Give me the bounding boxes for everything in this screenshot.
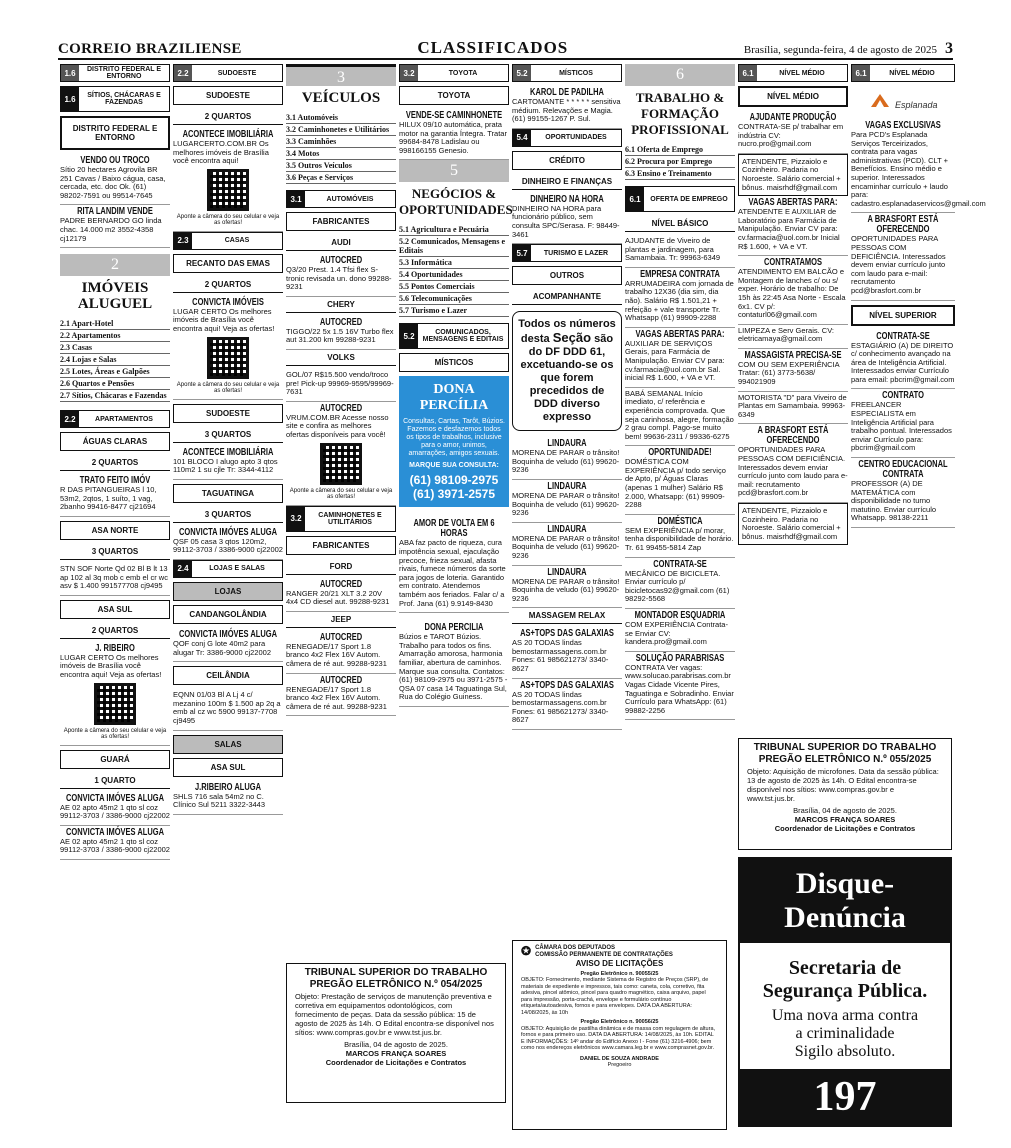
classified-ad: ACONTECE IMOBILIÁRIA LUGARCERTO.COM.BR Os melhores imóveis de Brasília você encontra aqui! Aponte a câmera do seu celular e veja as ofertas! — [173, 128, 283, 232]
classified-ad: ATENDENTE, Pizzaiolo e Cozinheiro. Padaria no Noroeste. Salário comercial + bônus. maisrhdf@gmail.com — [738, 503, 848, 545]
classified-ad: DOMÉSTICA SEM EXPERIÊNCIA p/ morar, tenha disponibilidade de horário. Tr. 61 99455-5814 Zap — [625, 515, 735, 558]
region-box: CANDANGOLÂNDIA — [173, 605, 283, 624]
region-box: SALAS — [173, 735, 283, 754]
category-header: 6.1 NÍVEL MÉDIO — [851, 64, 955, 82]
classified-ad: A BRASFORT ESTÁ OFERECENDO OPORTUNIDADES PARA PESSOAS COM DEFICIÊNCIA. Interessados devem enviar currículo junto com laudo para e-mail: recrutamento pcd@brasfort.com.br — [851, 213, 955, 300]
classified-ad: VAGAS EXCLUSIVAS Para PCD's Esplanada Serviços Terceirizados, contrata para vagas administrativas (PCD). CLT + Benefícios. Ensino médio e superior. Interessados encaminhar currículo + laudo para: cadastro.esplanadaservicos@gmail.com — [851, 119, 955, 213]
qr-code[interactable] — [320, 443, 362, 485]
classified-ad: EQNN 01/03 Bl A Lj 4 c/ mezanino 100m $ 1.500 ap 2q a emb al cz wc 5900 99137-7708 cj9495 — [173, 689, 283, 730]
classified-ad: VAGAS ABERTAS PARA: AUXILIAR DE SERVIÇOS Gerais, para Farmácia de Manipulação. Enviar CV para: cv.farmacia@uol.com.br Sal. inicial R$ 1.600, + VA e VT. — [625, 328, 735, 388]
camara-notice: ✪ CÂMARA DOS DEPUTADOS COMISSÃO PERMANENTE DE CONTRATAÇÕES AVISO DE LICITAÇÕES Pregão Eletrônico n. 90055/25 OBJETO: Fornecimento, mediante Sistema de Registro de Preços (SRP), de materiais de expediente e impressos, tais como: caneta, cola, corretivo, fita adesiva, pincel atômico, pincel para quadro magnético, caixa arquivo, papel para impressão, porta-crachá, envelope e formulário contínuo etiqueta/autoadesiva, fornos e para envelopes. DATA DA ABERTURA: 14/08/2025, às 10h Pregão Eletrônico n. 90056/25 OBJETO: Aquisição de pastilha dinâmica e de massa com regulagem de altura, fornos e para primeiro uso. DATA DA ABERTURA: 14/08/2025, às 10h. EDITAL E INFORMAÇÕES: 14º andar do Edifício Anexo I - Fone (61) 3216-4906; bem como nos endereços eletrônicos www.camara.leg.br e www.comprasnet.gov.br. DANIEL DE SOUZA ANDRADE Pregoeiro — [512, 940, 727, 1130]
section-index: 3.1 Automóveis 3.2 Caminhonetes e Utilitários 3.3 Caminhões 3.4 Motos 3.5 Outros Veículos 3.6 Peças e Serviços — [286, 112, 396, 184]
classified-ad: AUTOCRED TIGGO/22 5x 1.5 16V Turbo flex aut 31.200 km 99288-9231 — [286, 316, 396, 350]
classified-ad: EMPRESA CONTRATA ARRUMADEIRA com jornada de trabalho 12X36 (dia sim, dia não). Salário R$ 1.501,21 + refeição + vale transporte Tr. Whatsapp (61) 99909-2288 — [625, 268, 735, 328]
region-box: LOJAS — [173, 582, 283, 601]
classified-ad: CONVICTA IMÓVES ALUGA QSF 05 casa 3 qtos 120m2, 99112-3703 / 3386-9000 cj22002 — [173, 526, 283, 560]
room-count: 3 QUARTOS — [173, 507, 283, 523]
region-box: MÍSTICOS — [399, 353, 509, 372]
classified-ad: VAGAS ABERTAS PARA: ATENDENTE E AUXILIAR de Laboratório para Farmácia de Manipulação. Enviar CV para: cv.farmacia@uol.com.br Inicial R$ 1.600, + VA e VT. — [738, 196, 848, 256]
section-heading: VEÍCULOS — [301, 90, 381, 106]
qr-code[interactable] — [207, 337, 249, 379]
classified-ad: LINDAURA MORENA DE PARAR o trânsito! Boquinha de veludo (61) 99620-9236 — [512, 523, 622, 566]
classified-ad: J.RIBEIRO ALUGA SHLS 716 sala 54m2 no C. Clínico Sul 5211 3322-3443 — [173, 781, 283, 815]
category-header: 1.6 SÍTIOS, CHÁCARAS E FAZENDAS — [60, 86, 170, 112]
category-header: 2.2 SUDOESTE — [173, 64, 283, 82]
classified-ad: CONTRATO FREELANCER ESPECIALISTA em Inteligência Artificial para trabalho pontual. Interessados enviar Currículo para: pbcrim@gmail.com — [851, 389, 955, 458]
region-box: GUARÁ — [60, 750, 170, 769]
qr-code[interactable] — [94, 683, 136, 725]
classified-ad: VENDE-SE CAMINHONETE HILUX 09/10 automática, prata motor na garantia Íntegra. Tratar 99684-8478 Ladislau ou 998166155 Genesio. — [399, 109, 509, 160]
brand-label: VOLKS — [286, 350, 396, 366]
region-box: SUDOESTE — [173, 86, 283, 105]
brand-label: AUDI — [286, 235, 396, 251]
category-header: 2.3 CASAS — [173, 232, 283, 250]
classified-ad: J. RIBEIRO LUGAR CERTO Os melhores imóveis de Brasília você encontra aqui! Veja as ofertas! Aponte a câmera do seu celular e veja as ofertas! — [60, 642, 170, 746]
classified-ad: MOTORISTA "D" para Viveiro de Plantas em Samambaia. 99963-6349 — [738, 392, 848, 425]
room-count: 1 QUARTO — [60, 773, 170, 789]
classified-ad: AUTOCRED RANGER 20/21 XLT 3.2 20V 4x4 CD diesel aut. 99288-9231 — [286, 578, 396, 612]
region-box: SUDOESTE — [173, 404, 283, 423]
brand-label: CHERY — [286, 297, 396, 313]
classified-ad: AJUDANTE de Viveiro de plantas e jardinagem, para Samambaia. Tr: 99963-6349 — [625, 235, 735, 268]
column-7 — [738, 64, 848, 734]
category-header: 5.7 TURISMO E LAZER — [512, 244, 622, 262]
psychic-ad: DONA PERCÍLIA Consultas, Cartas, Tarôt, Búzios. Fazemos e desfazemos todos os tipos de trabalhos, inclusive para o amor, unimos, amarrações, amigos sexuais. MARQUE SUA CONSULTA: (61) 98109-2975 (61) 3971-2575 — [399, 376, 509, 507]
section-index: 6.1 Oferta de Emprego 6.2 Procura por Emprego 6.3 Ensino e Treinamento — [625, 144, 735, 180]
classified-ad: BABÁ SEMANAL Início imediato, c/ referência e experiência comprovada. Que seja carinhosa, alegre, formação 2 grau compl. Pago-se muito bem! 99636-2311 / 99336-6275 — [625, 388, 735, 447]
page-number: 3 — [944, 40, 953, 57]
level-box: NÍVEL SUPERIOR — [851, 305, 955, 326]
section-heading: TRABALHO & FORMAÇÃO PROFISSIONAL — [631, 90, 729, 137]
column-1 — [60, 64, 170, 1134]
category-header: 2.4 LOJAS E SALAS — [173, 560, 283, 578]
room-count: 3 QUARTOS — [173, 427, 283, 443]
classified-ad: CONTRATA-SE ESTAGIÁRIO (A) DE DIREITO c/ conhecimento avançado na área de Inteligência Artificial. Interessados enviar Currículo para email: pbcrim@gmail.com — [851, 330, 955, 390]
classified-ad: GOL/07 R$15.500 vendo/troco pre! Pick-up 99969-9595/99969-7631 — [286, 369, 396, 402]
paper-name: CORREIO BRAZILIENSE — [58, 41, 242, 57]
classified-ad: CONVICTA IMÓVES ALUGA QOF conj G lote 40m2 para alugar Tr: 3386-9000 cj22002 — [173, 628, 283, 662]
classified-ad: DONA PERCILIA Búzios e TAROT Búzios. Trabalho para todos os fins. Amarração amorosa, harmonia familiar, abertura de caminhos. Marque sua consulta. Contatos: (61) 98109-2975 ou 3971-2575 - QSA 07 casa 14 Taguatinga Sul, Rua do Colégio Guiness. — [399, 621, 509, 707]
classified-ad: AS+TOPS DAS GALAXIAS AS 20 TODAS lindas bemostarmassagens.com.br Fones: 61 985621273/ 3340-8627 — [512, 627, 622, 678]
category-header: 3.2 CAMINHONETES E UTILITÁRIOS — [286, 506, 396, 532]
classified-ad: OPORTUNIDADE! DOMÉSTICA COM EXPERIÊNCIA p/ todo serviço de Apto, p/ Águas Claras (apenas 1 mulher) Salário R$ 2.000, Whatsapp: (61) 99909-2288 — [625, 446, 735, 515]
classified-ad: AJUDANTE PRODUÇÃO CONTRATA-SE p/ trabalhar em indústria CV: nucro.pro@gmail.com — [738, 111, 848, 154]
category-header: 2.2 APARTAMENTOS — [60, 410, 170, 428]
classified-ad: STN SOF Norte Qd 02 Bl B lt 13 ap 102 al 3q mob c emb el cr wc asv $ 1.400 991577708 cj9495 — [60, 563, 170, 596]
classified-ad: LINDAURA MORENA DE PARAR o trânsito! Boquinha de veludo (61) 99620-9236 — [512, 566, 622, 609]
classified-ad: MONTADOR ESQUADRIA COM EXPERIÊNCIA Contrata-se Enviar CV: kandera.pro@gmail.com — [625, 609, 735, 652]
category-header: 5.4 OPORTUNIDADES — [512, 129, 622, 147]
region-box: ÁGUAS CLARAS — [60, 432, 170, 451]
classified-ad: DINHEIRO NA HORA DINHEIRO NA HORA para funcionário público, sem consulta SPC/Serasa. F: 98449-3461 — [512, 193, 622, 244]
classified-ad: CONTRATA-SE MECÂNICO DE BICICLETA. Enviar currículo p/ bicicletocas92@gmail.com (61) 98292-5568 — [625, 558, 735, 609]
column-8 — [851, 64, 986, 734]
category-header: 5.2 COMUNICADOS, MENSAGENS E EDITAIS — [399, 323, 509, 349]
category-header: 3.1 AUTOMÓVEIS — [286, 190, 396, 208]
classified-ad: AUTOCRED VRUM.COM.BR Acesse nosso site e confira as melhores ofertas disponíveis para você! Aponte a câmera do seu celular e veja as ofertas! — [286, 402, 396, 506]
section-heading: IMÓVEIS ALUGUEL — [77, 280, 153, 313]
classified-ad: ACONTECE IMOBILIÁRIA 101 BLOCO I alugo apto 3 qtos 110m2 1 su cjle Tr: 3344-4112 — [173, 446, 283, 480]
classified-ad: ATENDENTE, Pizzaiolo e Cozinheiro. Padaria no Noroeste. Salário comercial + bônus. maisrhdf@gmail.com — [738, 154, 848, 196]
room-count: 3 QUARTOS — [60, 544, 170, 560]
section-number: 5 — [399, 160, 509, 182]
section-heading: NEGÓCIOS & OPORTUNIDADES — [399, 186, 513, 218]
region-box: DISTRITO FEDERAL E ENTORNO — [60, 116, 170, 150]
category-header: 1.6 DISTRITO FEDERAL E ENTORNO — [60, 64, 170, 82]
ddd-notice: Todos os números desta Seção são do DF DDD 61, excetuando-se os que forem precedidos de DDD diverso expresso — [512, 311, 622, 431]
region-box: CEILÂNDIA — [173, 666, 283, 685]
classified-ad: AMOR DE VOLTA EM 6 HORAS ABA faz pacto de riqueza, cura impotência sexual, ejaculação precoce, frieza sexual, afasta rivais, fumece números da sorte para jogos de loteria. Garantido em contrato. Atendemos também aos feriados. Falar c/ a Prof. Jana (61) 9.9149-8430 — [399, 517, 509, 613]
tst-notice-055: TRIBUNAL SUPERIOR DO TRABALHO PREGÃO ELETRÔNICO N.º 055/2025 Objeto: Aquisição de microfones. Data da sessão pública: 13 de agosto de 2025 às 14h. O Edital encontra-se disponível nos sítios: www.compras.gov.br e www.tst.jus.br. Brasília, 04 de agosto de 2025. MARCOS FRANÇA SOARES Coordenador de Licitações e Contratos — [738, 738, 952, 850]
section-index: 2.1 Apart-Hotel 2.2 Apartamentos 2.3 Casas 2.4 Lojas e Salas 2.5 Lotes, Áreas e Galpões 2.6 Quartos e Pensões 2.7 Sítios, Chácaras e Fazendas — [60, 318, 170, 402]
qr-code[interactable] — [207, 169, 249, 211]
section-number: 6 — [625, 64, 735, 86]
category-label: DINHEIRO E FINANÇAS — [512, 174, 622, 190]
region-box: FABRICANTES — [286, 536, 396, 555]
column-2 — [173, 64, 283, 1134]
category-header: 3.2 TOYOTA — [399, 64, 509, 82]
esplanada-logo: Esplanada — [851, 92, 955, 113]
brand-label: JEEP — [286, 612, 396, 628]
level-box: NÍVEL MÉDIO — [738, 86, 848, 107]
brand-label: FORD — [286, 559, 396, 575]
coat-of-arms-icon: ✪ — [521, 944, 532, 959]
level-label: NÍVEL BÁSICO — [625, 216, 735, 232]
classified-ad: SOLUÇÃO PARABRISAS CONTRATA Ver vagas: www.solucao.parabrisas.com.br Vagas Cidade Vicente Pires, Taguatinga e Sobradinho. Enviar Currículo para WhatsApp: (61) 99882-2256 — [625, 652, 735, 721]
classified-ad: MASSAGISTA PRECISA-SE COM OU SEM EXPERIÊNCIA Tratar: (61) 3773-5638/ 994021909 — [738, 349, 848, 392]
classified-ad: LINDAURA MORENA DE PARAR o trânsito! Boquinha de veludo (61) 99620-9236 — [512, 437, 622, 480]
page-date: Brasília, segunda-feira, 4 de agosto de 2025 — [743, 44, 937, 56]
region-box: CRÉDITO — [512, 151, 622, 170]
classified-ad: LIMPEZA e Serv Gerais. CV: eletricamaya@gmail.com — [738, 325, 848, 349]
classified-ad: TRATO FEITO IMÓV R DAS PITANGUEIRAS l 10, 53m2, 2qtos, 1 suíto, 1 vag, 2banho 99416-8477 cj21694 — [60, 474, 170, 517]
page-header — [58, 38, 953, 60]
section-number: 2 — [60, 254, 170, 276]
section-number: 3 — [286, 64, 396, 86]
disque-denuncia-ad: Disque-Denúncia Secretaria de Segurança Pública. Uma nova arma contra a criminalidade Sigilo absoluto. 197 — [738, 857, 952, 1127]
classified-ad: AUTOCRED Q3/20 Prest. 1.4 Tfsi flex S-tronic revisada un. dono 99288-9231 — [286, 254, 396, 297]
classified-ad: LINDAURA MORENA DE PARAR o trânsito! Boquinha de veludo (61) 99620-9236 — [512, 480, 622, 523]
section-title: CLASSIFICADOS — [417, 38, 569, 57]
category-header: 5.2 MÍSTICOS — [512, 64, 622, 82]
category-label: MASSAGEM RELAX — [512, 608, 622, 624]
room-count: 2 QUARTOS — [60, 455, 170, 471]
region-box: ASA SUL — [173, 758, 283, 777]
classified-ad: CENTRO EDUCACIONAL CONTRATA PROFESSOR (A) DE MATEMÁTICA com disponibilidade no turno matutino. Enviar currículo Whatsapp. 98138-2211 — [851, 458, 955, 528]
category-header: 6.1 OFERTA DE EMPREGO — [625, 186, 735, 212]
classified-ad: CONVICTA IMÓVEIS LUGAR CERTO Os melhores imóveis de Brasília você encontra aqui! Veja as ofertas! Aponte a câmera do seu celular e veja as ofertas! — [173, 296, 283, 400]
column-4 — [399, 64, 513, 954]
classified-ad: AUTOCRED RENEGADE/17 Sport 1.8 branco 4x2 Flex 16V Autom. câmera de ré aut. 99288-9231 — [286, 631, 396, 674]
region-box: TAGUATINGA — [173, 484, 283, 503]
tst-notice-054: TRIBUNAL SUPERIOR DO TRABALHO PREGÃO ELETRÔNICO N.º 054/2025 Objeto: Prestação de serviços de manutenção preventiva e corretiva em equipamentos odontológicos, com fornecimento de peças. Data da sessão pública: 15 de agosto de 2025 às 14h. O Edital encontra-se disponível nos sítios: www.compras.gov.br e www.tst.jus.br. Brasília, 04 de agosto de 2025. MARCOS FRANÇA SOARES Coordenador de Licitações e Contratos — [286, 963, 506, 1103]
region-box: TOYOTA — [399, 86, 509, 105]
classified-ad: RITA LANDIM VENDE PADRE BERNARDO GO linda chac. 14.000 m2 3552-4358 cj12179 — [60, 205, 170, 248]
column-5 — [512, 64, 622, 894]
region-box: RECANTO DAS EMAS — [173, 254, 283, 273]
classified-ad: AS+TOPS DAS GALAXIAS AS 20 TODAS lindas bemostarmassagens.com.br Fones: 61 985621273/ 3340-8627 — [512, 679, 622, 730]
category-label: ACOMPANHANTE — [512, 289, 622, 305]
region-box: OUTROS — [512, 266, 622, 285]
classified-ad: AUTOCRED RENEGADE/17 Sport 1.8 branco 4x2 Flex 16V Autom. câmera de ré aut. 99288-9231 — [286, 674, 396, 717]
room-count: 2 QUARTOS — [173, 109, 283, 125]
region-box: ASA SUL — [60, 600, 170, 619]
classified-ad: KAROL DE PADILHA CARTOMANTE * * * * * sensitiva médium. Relevações e Magia. (61) 99155-1267 P. Sul. — [512, 86, 622, 129]
section-index: 5.1 Agricultura e Pecuária 5.2 Comunicados, Mensagens e Editais 5.3 Informática 5.4 Oportunidades 5.5 Pontos Comerciais 5.6 Telecomunicações 5.7 Turismo e Lazer — [399, 224, 509, 317]
esplanada-logo-icon — [869, 92, 891, 108]
category-header: 6.1 NÍVEL MÉDIO — [738, 64, 848, 82]
room-count: 2 QUARTOS — [173, 277, 283, 293]
classified-ad: CONVICTA IMÓVES ALUGA AE 02 apto 45m2 1 qto sl coz 99112-3703 / 3386-9000 cj22002 — [60, 826, 170, 860]
room-count: 2 QUARTOS — [60, 623, 170, 639]
column-3 — [286, 64, 396, 954]
classified-ad: A BRASFORT ESTÁ OFERECENDO OPORTUNIDADES PARA PESSOAS COM DEFICIÊNCIA. Interessados devem enviar currículo junto com laudo para e-mail: recrutamento pcd@brasfort.com.br — [738, 424, 848, 503]
classified-ad: CONVICTA IMÓVES ALUGA AE 02 apto 45m2 1 qto sl coz 99112-3703 / 3386-9000 cj22002 — [60, 792, 170, 826]
classified-ad: CONTRATAMOS ATENDIMENTO EM BALCÃO e Montagem de lanches c/ ou s/ exper. Horário de trabalho: De 15h às 22:45 Asa Norte - Escala 6x1. CV p/: contaturl06@gmail.com — [738, 256, 848, 325]
region-box: FABRICANTES — [286, 212, 396, 231]
region-box: ASA NORTE — [60, 521, 170, 540]
classified-ad: VENDO OU TROCO Sítio 20 hectares Agrovila BR 251 Cavas / Baixo cágua, casa, cercada, etc. doc Ok. (61) 98202-7591 ou 99514-7645 — [60, 154, 170, 205]
column-6 — [625, 64, 735, 944]
